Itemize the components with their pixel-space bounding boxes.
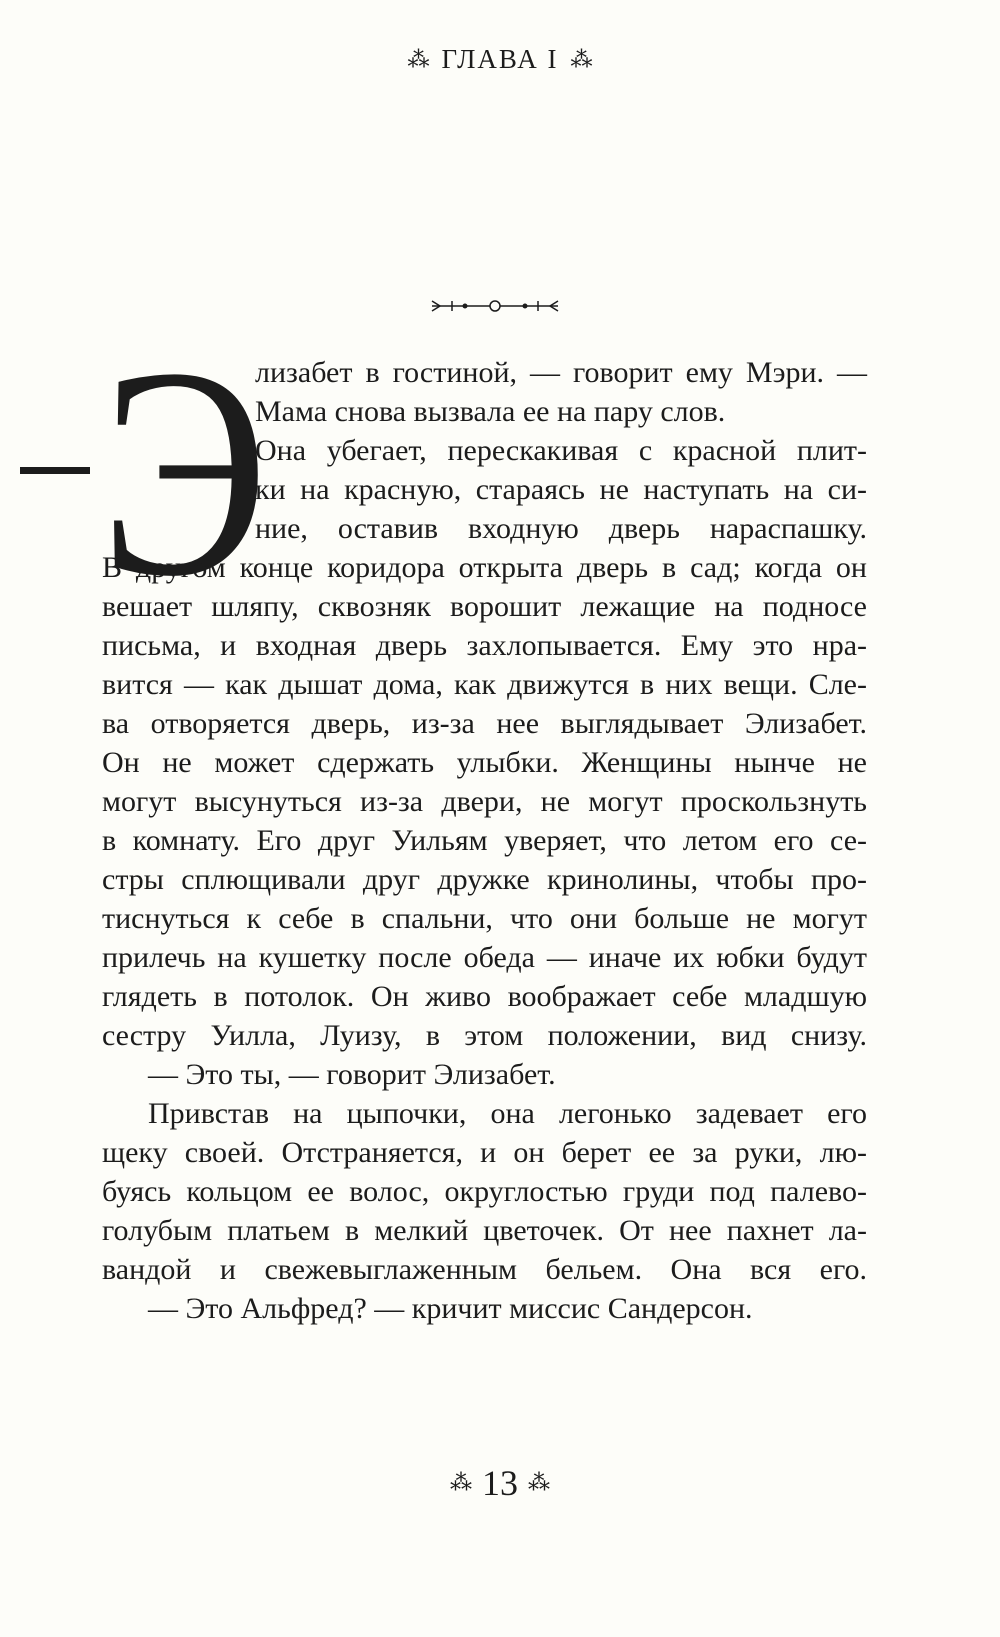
text-line: ва отворяется дверь, из-за нее выглядывает Элизабет. — [102, 707, 867, 740]
text-line: письма, и входная дверь захлопывается. Ему это нра- — [102, 629, 867, 662]
text-line: ки на красную, стараясь не наступать на си- — [255, 473, 867, 506]
text-line: сестру Уилла, Луизу, в этом положении, вид снизу. — [102, 1019, 867, 1052]
text-line: могут высунуться из-за двери, не могут проскользнуть — [102, 785, 867, 818]
text-line: щеку своей. Отстраняется, и он берет ее за руки, лю- — [102, 1136, 867, 1169]
dialogue-dash — [20, 467, 90, 474]
text-line: В другом конце коридора открыта дверь в сад; когда он — [102, 551, 867, 584]
ornament-right-icon: ⁂ — [570, 46, 593, 72]
text-line: голубым платьем в мелкий цветочек. От нее пахнет ла- — [102, 1214, 867, 1247]
text-line: буясь кольцом ее волос, округлостью груди под палево- — [102, 1175, 867, 1208]
text-line: вандой и свежевыглаженным бельем. Она вся его. — [102, 1253, 867, 1286]
page-number — [0, 1462, 1000, 1504]
text-line: лизабет в гостиной, — говорит ему Мэри. — — [255, 356, 867, 389]
ornament-left-icon: ⁂ — [450, 1470, 472, 1495]
running-head — [0, 44, 1000, 75]
text-line: ние, оставив входную дверь нараспашку. — [255, 512, 867, 545]
text-line: вится — как дышат дома, как движутся в них вещи. Сле- — [102, 668, 867, 701]
text-line: глядеть в потолок. Он живо воображает себе младшую — [102, 980, 867, 1013]
text-line: Он не может сдержать улыбки. Женщины нынче не — [102, 746, 867, 779]
text-line: Мама снова вызвала ее на пару слов. — [255, 395, 726, 428]
ornament-right-icon: ⁂ — [528, 1470, 550, 1495]
section-divider-icon — [430, 298, 560, 314]
text-line: Она убегает, перескакивая с красной плит- — [255, 434, 867, 467]
text-line: стры сплющивали друг дружке кринолины, чтобы про- — [102, 863, 867, 896]
chapter-title: ГЛАВА I — [441, 44, 559, 74]
ornament-left-icon: ⁂ — [407, 46, 430, 72]
text-line: Привстав на цыпочки, она легонько задевает его — [148, 1097, 867, 1130]
drop-cap: Э — [100, 306, 269, 638]
page-number-value: 13 — [482, 1463, 518, 1503]
text-line: — Это ты, — говорит Элизабет. — [148, 1058, 556, 1091]
text-line: вешает шляпу, сквозняк ворошит лежащие на подносе — [102, 590, 867, 623]
text-line: прилечь на кушетку после обеда — иначе их юбки будут — [102, 941, 867, 974]
text-line: в комнату. Его друг Уильям уверяет, что летом его се- — [102, 824, 867, 857]
text-line: тиснуться к себе в спальни, что они больше не могут — [102, 902, 867, 935]
text-line: — Это Альфред? — кричит миссис Сандерсон. — [148, 1292, 753, 1325]
